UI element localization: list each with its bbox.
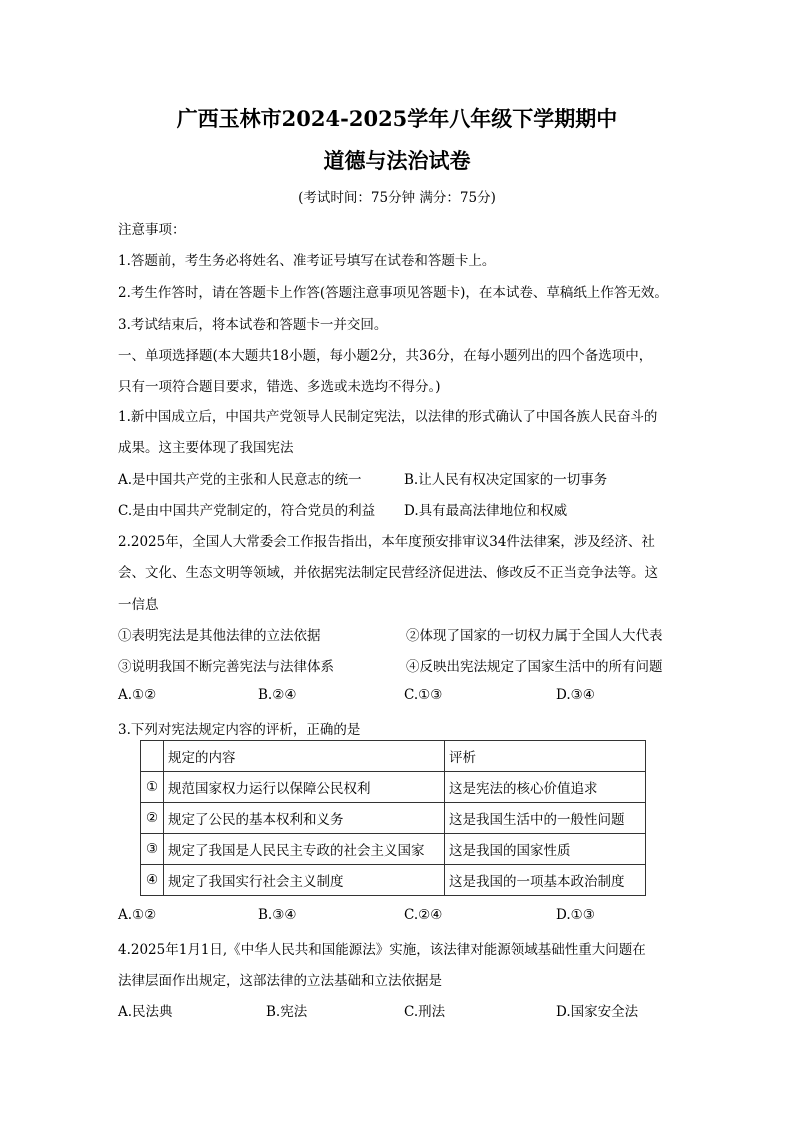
q2-option-d: D.③④: [556, 687, 595, 703]
q4-option-c: C.刑法: [404, 1004, 446, 1020]
q4-option-a: A.民法典: [118, 1004, 173, 1020]
exam-title: 广西玉林市2024-2025学年八年级下学期期中: [176, 106, 618, 131]
exam-info: (考试时间：75分钟 满分：75分): [298, 190, 496, 206]
table-cell: 这是我国的国家性质: [445, 834, 646, 865]
q1-option-a: A.是中国共产党的主张和人民意志的统一: [118, 472, 362, 488]
table-header-row: [141, 741, 646, 772]
q3-option-c: C.②④: [404, 907, 443, 923]
note-item: 2.考生作答时，请在答题卡上作答(答题注意事项见答题卡)，在本试卷、草稿纸上作答无效。: [118, 285, 668, 301]
table-cell: ①: [141, 772, 164, 803]
q2-stem: 2.2025年，全国人大常委会工作报告指出，本年度预安排审议34件法律案，涉及经济、社: [118, 534, 655, 550]
q1-option-b: B.让人民有权决定国家的一切事务: [404, 472, 608, 488]
table-row: [141, 803, 646, 834]
q2-option-a: A.①②: [118, 687, 157, 703]
table-header-cell: [141, 741, 164, 772]
table-cell: 规定了我国是人民民主专政的社会主义国家: [164, 834, 445, 865]
q2-option-c: C.①③: [404, 687, 443, 703]
table-cell: 规定了我国实行社会主义制度: [164, 865, 445, 896]
note-item: 1.答题前，考生务必将姓名、准考证号填写在试卷和答题卡上。: [118, 253, 496, 269]
note-item: 3.考试结束后，将本试卷和答题卡一并交回。: [118, 317, 388, 333]
q2-statement-3: ③说明我国不断完善宪法与法律体系: [118, 659, 334, 675]
q1-option-d: D.具有最高法律地位和权威: [404, 503, 568, 519]
table-cell: 这是我国的一项基本政治制度: [445, 865, 646, 896]
q2-stem-cont: 会、文化、生态文明等领域，并依据宪法制定民营经济促进法、修改反不正当竞争法等。这: [118, 565, 658, 581]
exam-subject-title: 道德与法治试卷: [323, 148, 471, 173]
table-cell: ④: [141, 865, 164, 896]
q4-stem-cont: 法律层面作出规定，这部法律的立法基础和立法依据是: [118, 973, 442, 989]
q2-option-b: B.②④: [258, 687, 297, 703]
q3-option-d: D.①③: [556, 907, 595, 923]
q4-option-b: B.宪法: [266, 1004, 308, 1020]
q1-option-c: C.是由中国共产党制定的，符合党员的利益: [118, 503, 376, 519]
notes-heading: 注意事项：: [118, 222, 186, 238]
table-header-cell: 评析: [445, 741, 646, 772]
section-heading: 一、单项选择题(本大题共18小题，每小题2分，共36分，在每小题列出的四个备选项中，: [118, 348, 653, 364]
q1-stem: 1.新中国成立后，中国共产党领导人民制定宪法，以法律的形式确认了中国各族人民奋斗的: [118, 409, 658, 425]
q4-option-d: D.国家安全法: [556, 1004, 639, 1020]
table-cell: ③: [141, 834, 164, 865]
table-cell: 这是我国生活中的一般性问题: [445, 803, 646, 834]
table-cell: ②: [141, 803, 164, 834]
q2-statement-1: ①表明宪法是其他法律的立法依据: [118, 628, 321, 644]
table-row: [141, 772, 646, 803]
table-header-cell: 规定的内容: [164, 741, 445, 772]
table-row: [141, 834, 646, 865]
q2-statement-4: ④反映出宪法规定了国家生活中的所有问题: [406, 659, 663, 675]
q2-statement-2: ②体现了国家的一切权力属于全国人大代表: [406, 628, 663, 644]
table-cell: 规定了公民的基本权利和义务: [164, 803, 445, 834]
q2-stem-cont: 一信息: [118, 597, 159, 613]
table-cell: 这是宪法的核心价值追求: [445, 772, 646, 803]
q1-stem-cont: 成果。这主要体现了我国宪法: [118, 440, 294, 456]
table-row: [141, 865, 646, 896]
table-cell: 规范国家权力运行以保障公民权利: [164, 772, 445, 803]
q4-stem: 4.2025年1月1日,《中华人民共和国能源法》实施，该法律对能源领域基础性重大问题在: [118, 942, 646, 958]
q3-option-b: B.③④: [258, 907, 297, 923]
q3-option-a: A.①②: [118, 907, 157, 923]
q3-table: [140, 740, 646, 896]
q3-stem: 3.下列对宪法规定内容的评析，正确的是: [118, 722, 361, 738]
section-heading-cont: 只有一项符合题目要求，错选、多选或未选均不得分。): [118, 379, 441, 395]
